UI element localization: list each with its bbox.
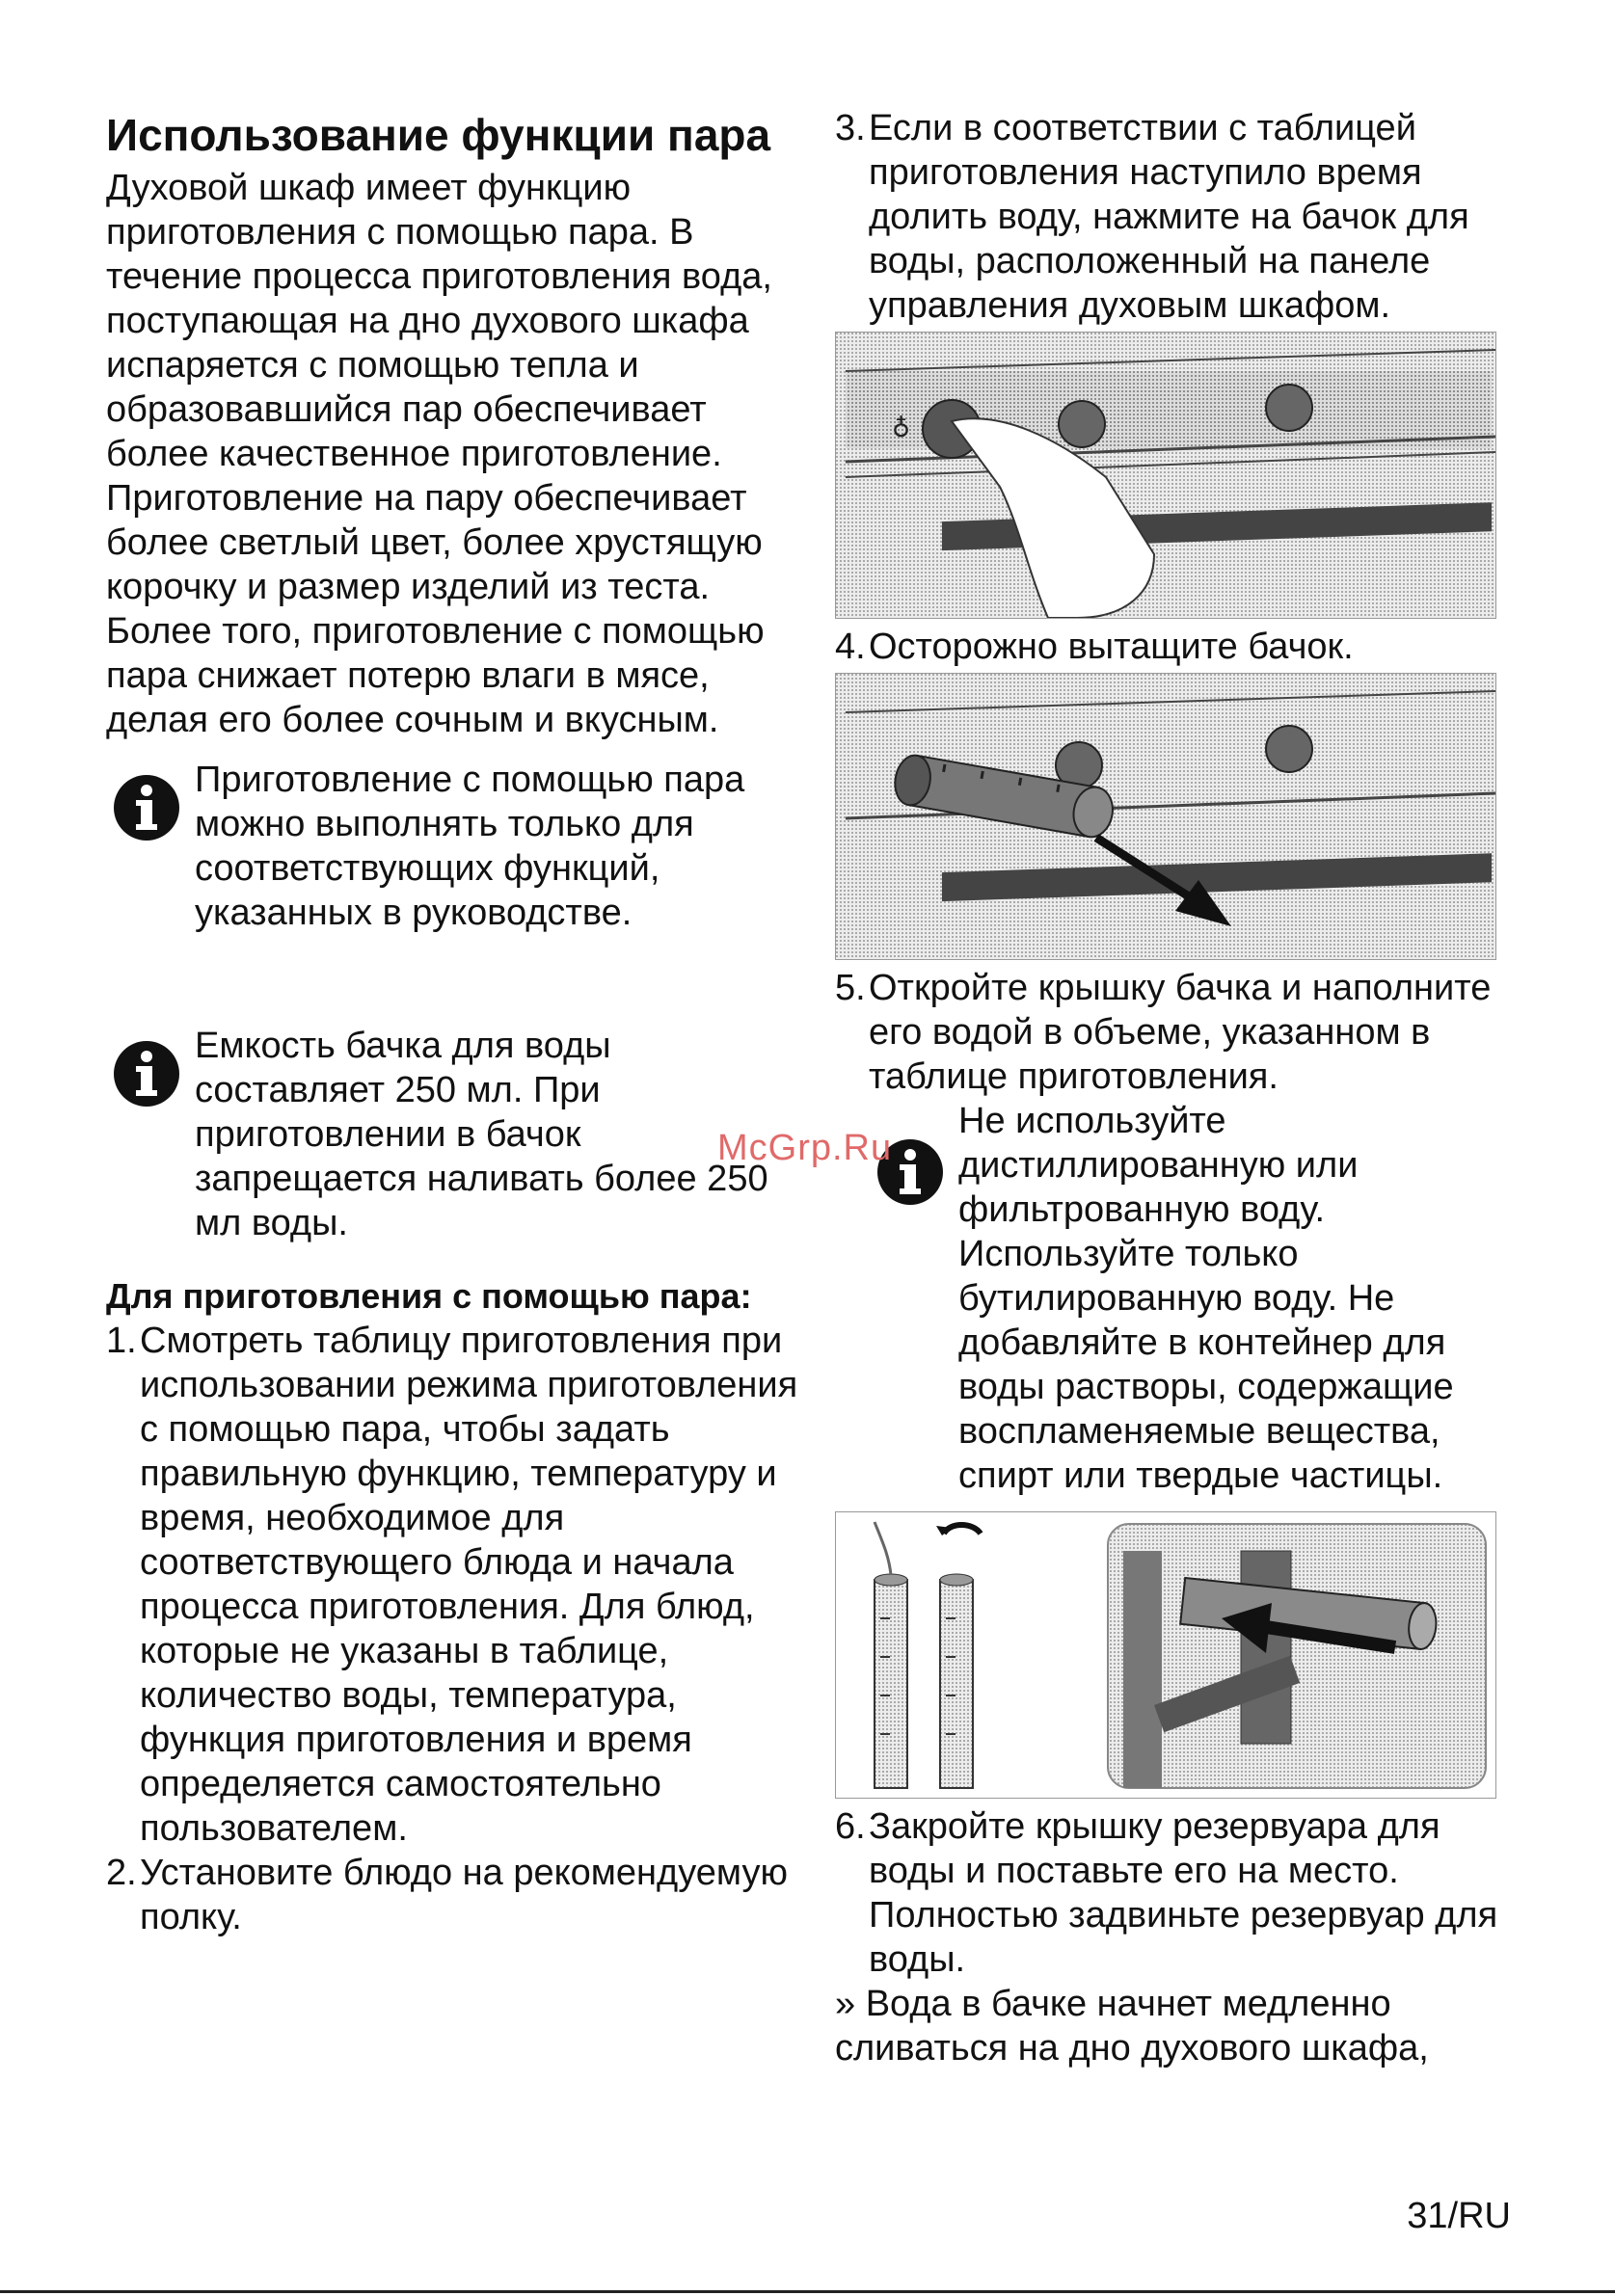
figure-pull-tank bbox=[835, 673, 1496, 960]
page-number: 31/RU bbox=[1407, 2196, 1511, 2236]
note-tank-capacity bbox=[106, 1024, 800, 1245]
note-text: Приготовление с помощью пара можно выполнять только для соответствующих функций, указанных в руководстве. bbox=[195, 760, 745, 933]
watermark: McGrp.Ru bbox=[717, 1128, 893, 1168]
step-number: 1. bbox=[106, 1321, 137, 1361]
info-icon bbox=[112, 773, 181, 847]
step-number: 6. bbox=[835, 1806, 866, 1847]
step-4 bbox=[835, 625, 1529, 669]
bottom-rule bbox=[0, 2290, 1615, 2293]
result-text: » Вода в бачке начнет медленно сливаться на дно духового шкафа, bbox=[835, 1984, 1429, 2069]
note-text: Емкость бачка для воды составляет 250 мл. При приготовлении в бачок запрещается наливать более 250 мл воды. bbox=[195, 1026, 768, 1243]
step-text: Откройте крышку бачка и наполните его водой в объеме, указанном в таблице приготовления. bbox=[869, 968, 1492, 1097]
step-3 bbox=[835, 106, 1529, 328]
right-column bbox=[835, 106, 1529, 2070]
svg-text:♁: ♁ bbox=[892, 414, 911, 443]
step-number: 3. bbox=[835, 108, 866, 148]
figure-refill-insert bbox=[835, 1511, 1496, 1799]
step-6 bbox=[835, 1804, 1529, 1982]
step-text: Установите блюдо на рекомендуемую полку. bbox=[140, 1853, 788, 1937]
info-icon bbox=[112, 1039, 181, 1113]
left-column bbox=[106, 108, 800, 1939]
step-2 bbox=[106, 1851, 800, 1939]
step-number: 4. bbox=[835, 627, 866, 667]
subheading: Для приготовления с помощью пара: bbox=[106, 1276, 752, 1316]
section-title: Использование функции пара bbox=[106, 110, 771, 160]
figure-press-tank bbox=[835, 332, 1496, 619]
step-text: Если в соответствии с таблицей приготовления наступило время долить воду, нажмите на бачок для воды, расположенный на панеле управления духовым шкафом. bbox=[869, 108, 1469, 326]
step-text: Осторожно вытащите бачок. bbox=[869, 627, 1354, 667]
step-text: Смотреть таблицу приготовления при использовании режима приготовления с помощью пара, чтобы задать правильную функцию, температуру и время, необходимое для соответствующего блюда и начала процесса приготовления. Для блюд, которые не указаны в таблице, количество воды, температура, функция приготовления и время определяется самостоятельно пользователем. bbox=[140, 1321, 798, 1849]
step-5 bbox=[835, 966, 1529, 1099]
step-1 bbox=[106, 1319, 800, 1851]
note-steam-functions bbox=[106, 758, 800, 935]
step-number: 2. bbox=[106, 1853, 137, 1893]
note-water-type bbox=[835, 1099, 1529, 1498]
step-text: Закройте крышку резервуара для воды и поставьте его на место. Полностью задвиньте резервуар для воды. bbox=[869, 1806, 1498, 1980]
intro-paragraph: Духовой шкаф имеет функцию приготовления с помощью пара. В течение процесса приготовления вода, поступающая на дно духового шкафа испаряется с помощью тепла и образовавшийся пар обеспечивает более качественное приготовление. Приготовление на пару обеспечивает более светлый цвет, более хрустящую корочку и размер изделий из теста. Более того, приготовление с помощью пара снижает потерю влаги в мясе, делая его более сочным и вкусным. bbox=[106, 168, 772, 740]
step-number: 5. bbox=[835, 968, 866, 1008]
note-text: Не используйте дистиллированную или фильтрованную воду. Используйте только бутилированную воду. Не добавляйте в контейнер для воды растворы, содержащие воспламеняемые вещества, спирт или твердые частицы. bbox=[958, 1101, 1454, 1496]
